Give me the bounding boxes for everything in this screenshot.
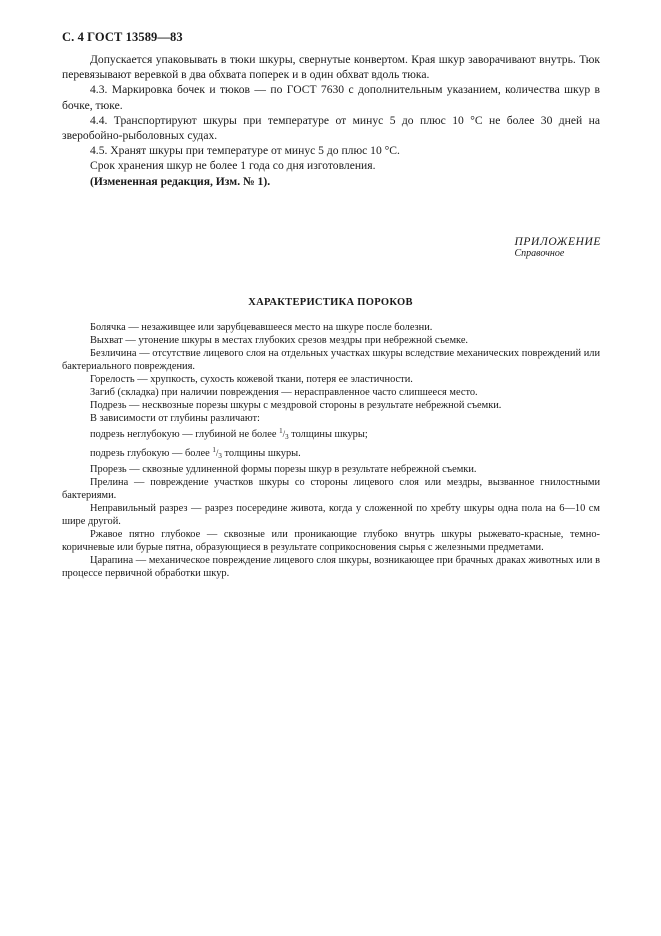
fraction-one-third: $^1/_3$ xyxy=(212,446,222,460)
appendix-subtitle: Справочное xyxy=(514,248,565,259)
paragraph: Допускается упаковывать в тюки шкуры, свернутые конвертом. Края шкур заворачивают внутрь. Тюк перевязывают веревкой в два обхвата поперек и в один обхват вдоль тюка. xyxy=(62,53,600,82)
paragraph: 4.3. Маркировка бочек и тюков — по ГОСТ 7630 с дополнительным указанием, количества шкур в бочке, тюке. xyxy=(62,83,600,112)
defect-item: Подрезь — несквозные порезы шкуры с мездровой стороны в результате небрежной съемки. xyxy=(90,400,502,411)
paragraph: Срок хранения шкур не более 1 года со дня изготовления. xyxy=(90,159,376,173)
defect-item: Загиб (складка) при наличии повреждения — нерасправленное часто слипшееся место. xyxy=(90,387,478,398)
depth-deep xyxy=(62,444,600,463)
defect-item: Прорезь — сквозные удлиненной формы порезы шкур в результате небрежной съемки. xyxy=(90,464,477,475)
defect-item: Прелина — повреждение участков шкуры со стороны лицевого слоя или мездры, вызванное гнилостными бактериями. xyxy=(62,477,600,501)
page-header: С. 4 ГОСТ 13589—83 xyxy=(62,30,183,44)
defect-item: Царапина — механическое повреждение лицевого слоя шкуры, возникающее при брачных драках животных или в процессе первичной обработки шкур. xyxy=(62,555,600,579)
defect-item: Выхват — утонение шкуры в местах глубоких срезов мездры при небрежной съемке. xyxy=(90,335,469,346)
defect-item: Болячка — незаживщее или зарубцевавшееся место на шкуре после болезни. xyxy=(90,322,433,333)
fraction-numerator: 1 xyxy=(279,427,283,435)
defect-item: Ржавое пятно глубокое — сквозные или проникающие глубоко внутрь шкуры рыжевато-красные, темно-коричневые или бурые пятна, образующиеся в результате соприкосновения сырья с железными предметами. xyxy=(62,529,600,553)
section-packaging xyxy=(62,52,600,189)
defect-item: Безличина — отсутствие лицевого слоя на отдельных участках шкуры вследствие механических повреждений или бактериального повреждения. xyxy=(62,348,600,372)
depth-shallow xyxy=(62,425,600,444)
depth-deep-suffix: толщины шкуры. xyxy=(224,448,301,459)
depth-shallow-suffix: толщины шкуры; xyxy=(291,429,368,440)
paragraph: 4.5. Хранят шкуры при температуре от минус 5 до плюс 10 °С. xyxy=(90,144,400,158)
fraction-one-third: $^1/_3$ xyxy=(279,427,289,441)
depth-shallow-prefix: подрезь неглубокую — глубиной не более xyxy=(90,429,277,440)
edition-note: (Измененная редакция, Изм. № 1). xyxy=(90,174,271,188)
appendix-title: ПРИЛОЖЕНИЕ xyxy=(514,236,601,248)
defect-item: Неправильный разрез — разрез посередине живота, когда у сложенной по хребту шкуры одна пола на 6—10 см шире другой. xyxy=(62,503,600,527)
paragraph: 4.4. Транспортируют шкуры при температуре от минус 5 до плюс 10 °С не более 30 дней на зверобойно-рыболовных судах. xyxy=(62,113,600,143)
appendix-label xyxy=(515,236,601,259)
defects-list xyxy=(62,321,600,580)
fraction-numerator: 1 xyxy=(212,446,216,454)
depth-deep-prefix: подрезь глубокую — более xyxy=(90,448,210,459)
fraction-denominator: 3 xyxy=(285,433,289,441)
defect-item: В зависимости от глубины различают: xyxy=(90,413,260,424)
fraction-denominator: 3 xyxy=(218,452,222,460)
defect-item: Горелость — хрупкость, сухость кожевой ткани, потеря ее эластичности. xyxy=(90,374,413,385)
defects-title: ХАРАКТЕРИСТИКА ПОРОКОВ xyxy=(248,297,413,308)
